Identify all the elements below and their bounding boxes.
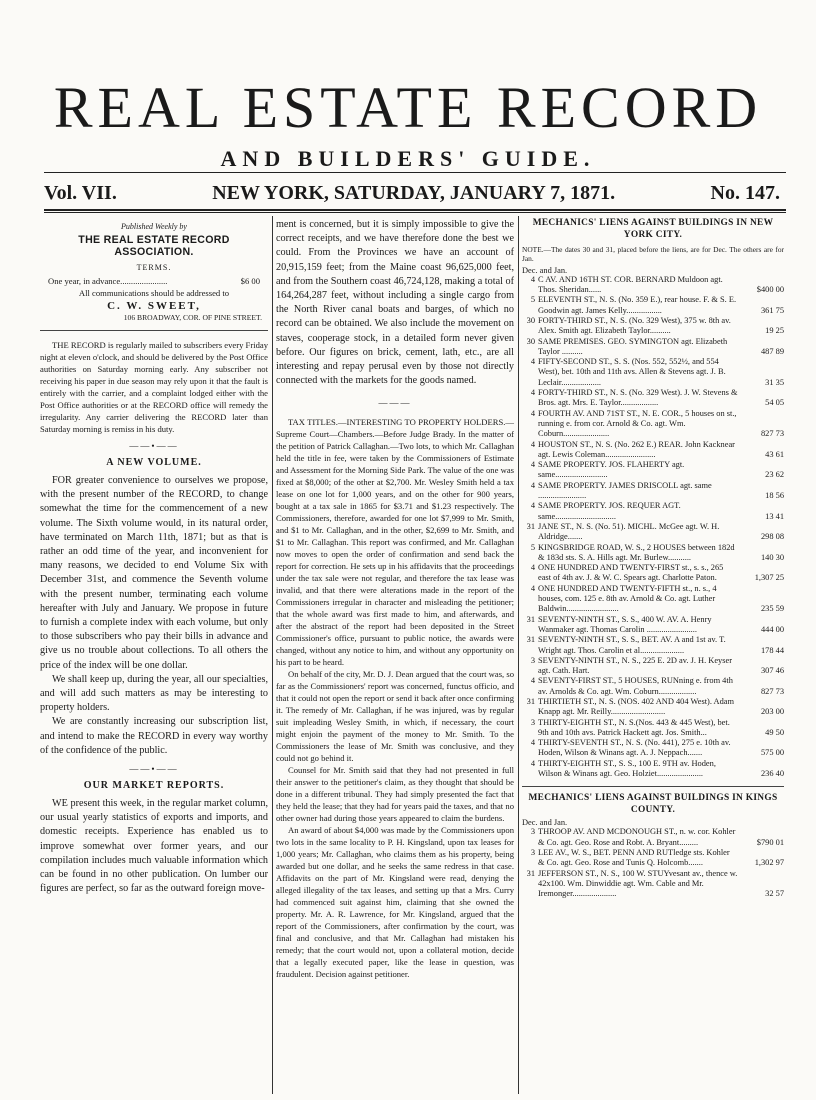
lien-amount: 827 73 bbox=[760, 686, 784, 696]
kings-liens-heading: MECHANICS' LIENS AGAINST BUILDINGS IN KINGS COUNTY. bbox=[528, 793, 778, 815]
lien-description: SAME PROPERTY. JAMES DRISCOLL agt. same ....................... bbox=[538, 480, 712, 501]
column-middle bbox=[276, 218, 514, 980]
lien-amount: 23 62 bbox=[765, 470, 784, 480]
lien-description: THIRTIETH ST., N. S. (NOS. 402 AND 404 West). Adam Knapp agt. Mr. Reilly.......................... bbox=[538, 696, 735, 717]
dateline bbox=[44, 182, 780, 205]
subscription-price bbox=[40, 276, 268, 286]
lien-amount: 18 56 bbox=[765, 491, 784, 501]
lien-entry bbox=[522, 635, 784, 656]
divider bbox=[522, 786, 784, 787]
lien-amount: 487 89 bbox=[760, 346, 784, 356]
lien-amount: 178 44 bbox=[760, 645, 784, 655]
lien-date: 3 bbox=[530, 827, 535, 837]
lien-date: 4 bbox=[530, 583, 535, 593]
kings-liens-list bbox=[522, 827, 784, 899]
lien-date: 30 bbox=[526, 336, 535, 346]
divider bbox=[40, 330, 268, 331]
ornament-divider: ——•—— bbox=[129, 764, 179, 775]
lien-date: 4 bbox=[530, 439, 535, 449]
lien-description: SEVENTY-NINTH ST., S. S., 400 W. AV. A. Henry Wanmaker agt. Thomas Carolin ........................ bbox=[538, 614, 712, 634]
lien-amount: 236 40 bbox=[760, 769, 784, 779]
lien-amount: 140 30 bbox=[760, 552, 784, 562]
lien-date: 31 bbox=[526, 868, 535, 878]
lien-description: THROOP AV. AND MCDONOUGH ST., n. w. cor. Kohler & Co. agt. Geo. Rose and Robt. A. Bryant......... bbox=[538, 827, 736, 847]
ornament-divider: ——— bbox=[378, 398, 412, 409]
lien-description: SEVENTY-NINTH ST., N. S., 225 E. 2D av. J. H. Keyser agt. Cath. Hart. bbox=[538, 655, 732, 676]
lien-date: 4 bbox=[530, 738, 535, 748]
lien-entry bbox=[522, 481, 784, 502]
lien-description: FORTY-THIRD ST., N. S. (No. 329 West). J. W. Stevens & Bros. agt. Mrs. E. Taylor.................. bbox=[538, 388, 738, 408]
lien-entry bbox=[522, 563, 784, 584]
lien-amount: 54 05 bbox=[765, 398, 784, 408]
terms-label: TERMS. bbox=[136, 263, 172, 272]
new-volume-heading: A NEW VOLUME. bbox=[106, 457, 202, 468]
ornament-divider: ——•—— bbox=[129, 441, 179, 451]
ny-liens-heading: MECHANICS' LIENS AGAINST BUILDINGS IN NEW YORK CITY. bbox=[532, 218, 774, 240]
lien-entry bbox=[522, 357, 784, 388]
tax-titles-paragraph: TAX TITLES.—INTERESTING TO PROPERTY HOLDERS.—Supreme Court—Chambers.—Before Judge Brady. In the matter of the petition of Patrick Callaghan.—Two lots, to which Mr. Callaghan held the title in fee, were taken by the Commissioners of Estimate and Assessment for the Morning Side Park. The value of the one was fixed at $8,000; of the other at $2,700. Mr. Wesley Smith held a tax lease on one lot for 1,000 years, and on the other for 900 years, bought at a tax sale in 1865 for $3.71 and $1.23 respectively. The Commissioners, therefore, awarded for one lot $7,999 to Mr. Smith, and $1 to Mr. Callaghan, and in the other, $2,699 to Mr. Smith, and $1 to Mr. Callaghan. This report was confirmed, and Mr. Callaghan now moves to open the order of confirmation and send back the report for correction. He sets up in his affidavits that the proceedings under the tax sale were not regular, and therefore the tax lease was invalid, and that there were alterations made in the report of the Commissioners irregular in character and misleading the petitioner; that the whole award was first made to him, and afterwards, and after the abstract of the report had been deposited in the Street Commissioner's office, pursuant to public notice, the awards were changed, without any notice to him, and without any opportunity on his part to be heard. bbox=[276, 417, 514, 668]
lien-date: 4 bbox=[530, 388, 535, 398]
lien-entry bbox=[522, 697, 784, 718]
lien-amount: 235 59 bbox=[760, 604, 784, 614]
volume-label: Vol. VII. bbox=[44, 182, 117, 204]
lien-amount: 13 41 bbox=[765, 511, 784, 521]
lien-entry bbox=[522, 316, 784, 337]
lien-description: SAME PREMISES. GEO. SYMINGTON agt. Elizabeth Taylor .......... bbox=[538, 336, 728, 356]
column-left bbox=[40, 218, 268, 896]
lien-entry bbox=[522, 615, 784, 636]
new-volume-paragraph: We shall keep up, during the year, all our specialties, and will add such matters as may be interesting to property holders. bbox=[40, 673, 268, 714]
lien-description: SAME PROPERTY. JOS. FLAHERTY agt. same......................... bbox=[538, 460, 685, 480]
lien-amount: $400 00 bbox=[756, 285, 784, 295]
lien-date: 31 bbox=[526, 521, 535, 531]
publisher-name: C. W. SWEET, bbox=[107, 300, 201, 312]
lien-amount: 1,307 25 bbox=[754, 573, 784, 583]
lien-description: THIRTY-SEVENTH ST., N. S. (No. 441), 275 e. 10th av. Hoden, Wilson & Winans agt. A. J. Neppach....... bbox=[538, 738, 731, 758]
column-divider bbox=[272, 216, 273, 1094]
lien-amount: 827 73 bbox=[760, 429, 784, 439]
lien-description: ELEVENTH ST., N. S. (No. 359 E.), rear house. F. & S. E. Goodwin agt. James Kelly................. bbox=[538, 295, 737, 315]
lien-amount: 43 61 bbox=[765, 449, 784, 459]
publisher-address: 106 BROADWAY, COR. OF PINE STREET. bbox=[123, 313, 262, 322]
lien-date: 5 bbox=[530, 295, 535, 305]
lien-description: SEVENTY-FIRST ST., 5 HOUSES, RUNning e. from 4th av. Arnolds & Co. agt. Wm. Coburn.................. bbox=[538, 676, 733, 696]
lien-date: 4 bbox=[530, 274, 535, 284]
tax-titles-paragraph: An award of about $4,000 was made by the Commissioners upon two lots in the same locality to P. H. Kingsland, upon tax leases for 1,000 years; Mr. Callaghan, who claims them as his property, being awarded but one dollar, and he seeks the same redress in that case. Affidavits on the part of Mr. Kingsland were read, denying the alleged illegality of the tax leases, and setting up that a Mrs. Curry had commenced suit against him, claiming that she owned the property. Mr. A. R. Lawrence, for Mr. Kingsland, argued that the report of the Commissioners, after confirmation by the court, was final and conclusive, and that Mr. Callaghan had mistaken his remedy; that the court would not, upon a collateral motion, decide that a legally executed paper, like the lease in question, was fraudulent. Decision against petitioner. bbox=[276, 825, 514, 980]
lien-description: KINGSBRIDGE ROAD, W. S., 2 HOUSES between 182d & 183d sts. S. A. Hills agt. Mr. Burlew........... bbox=[538, 542, 735, 562]
place-date: NEW YORK, SATURDAY, JANUARY 7, 1871. bbox=[212, 182, 616, 204]
masthead bbox=[0, 75, 816, 172]
lien-date: 4 bbox=[530, 408, 535, 418]
lien-date: 3 bbox=[530, 717, 535, 727]
lien-entry bbox=[522, 388, 784, 409]
delivery-notice: THE RECORD is regularly mailed to subscribers every Friday night at eleven o'clock, and should be delivered by the Post Office authorities on Saturday morning early. Any subscriber not receiving his paper in due season may rely upon it that the fault is entirely with the carrier, and a complaint lodged either with the Post Office authorities or at the RECORD office will remedy the irregularity. Any carrier delivering the RECORD later than Saturday morning is remiss in his duty. bbox=[40, 340, 268, 434]
dateline-rule bbox=[44, 209, 786, 211]
masthead-rule bbox=[44, 172, 786, 173]
lien-date: 4 bbox=[530, 357, 535, 367]
lien-amount: 19 25 bbox=[765, 326, 784, 336]
date-header: Dec. and Jan. bbox=[522, 265, 568, 275]
lien-description: SAME PROPERTY. JOS. REQUER AGT. same............................. bbox=[538, 501, 681, 521]
lien-description: JEFFERSON ST., N. S., 100 W. STUYvesant av., thence w. 42x100. Wm. Dinwiddie agt. Wm. Cable and Mr. Iremonger..................... bbox=[538, 868, 738, 899]
new-volume-paragraph: FOR greater convenience to ourselves we propose, with the present number of the RECORD, to change somewhat the time for the commencement of a new volume. The Sixth volume would, in its natural order, have terminated on March 11th, 1871; but as that is rather an odd time of the year, and inconvenient for many reasons, we decided to end Volume Six with December 31st, and commence the Seventh volume with the present number, terminating each volume hereafter with July and January. We propose in future to furnish a complete index with each volume, but only to those subscribers who pay their bills in advance and give us no trouble about collections. To all others the price of the index will be one dollar. bbox=[40, 475, 268, 671]
lien-entry bbox=[522, 275, 784, 296]
lien-description: JANE ST., N. S. (No. 51). MICHL. McGee agt. W. H. Aldridge....... bbox=[538, 521, 720, 542]
lien-amount: 361 75 bbox=[760, 305, 784, 315]
lien-entry bbox=[522, 718, 784, 739]
lien-entry bbox=[522, 738, 784, 759]
lien-amount: $790 01 bbox=[756, 837, 784, 847]
lien-entry bbox=[522, 584, 784, 615]
newspaper-subtitle: AND BUILDERS' GUIDE. bbox=[220, 146, 596, 171]
ny-liens-note: NOTE.—The dates 30 and 31, placed before the liens, are for Dec. The others are for Jan. bbox=[522, 245, 784, 264]
lien-date: 31 bbox=[526, 614, 535, 624]
lien-date: 4 bbox=[530, 501, 535, 511]
lien-entry bbox=[522, 501, 784, 522]
price-value: $6 00 bbox=[240, 276, 260, 286]
lien-description: LEE AV., W. S., BET. PENN AND RUTledge sts. Kohler & Co. agt. Geo. Rose and Tunis Q. Holcomb....... bbox=[538, 847, 730, 868]
tax-titles-paragraph: Counsel for Mr. Smith said that they had not presented in full their answer to the petitioner's claim, as they thought that should be done in a different tribunal. They had simply presented the fact that they held the lease; that they had for years paid the taxes, and that no other owner had during those years appeared to claim the burdens. bbox=[276, 765, 514, 824]
lien-date: 31 bbox=[526, 635, 535, 645]
column-divider bbox=[518, 216, 519, 1094]
lien-description: FOURTH AV. AND 71ST ST., N. E. COR., 5 houses on st., running e. from cor. Arnold & Co. agt. Wm. Coburn...................... bbox=[538, 408, 737, 439]
lien-entry bbox=[522, 440, 784, 461]
lien-entry bbox=[522, 676, 784, 697]
lien-description: SEVENTY-NINTH ST., S. S., BET. AV. A and 1st av. T. Wright agt. Thos. Carolin et al..................... bbox=[538, 635, 726, 655]
lien-description: FORTY-THIRD ST., N. S. (No. 329 West), 375 w. 8th av. Alex. Smith agt. Elizabeth Taylor.......... bbox=[538, 316, 731, 336]
lien-description: THIRTY-EIGHTH ST., S. S., 100 E. 9TH av. Hoden, Wilson & Winans agt. Geo. Holziet...................... bbox=[538, 758, 716, 779]
tax-titles-paragraph: On behalf of the city, Mr. D. J. Dean argued that the court was, so far as the Commissioners' report was concerned, functus officio, and that it could not open the report or send it back after once confirming it. The remedy of Mr. Callaghan, if he was injured, was by regular suit impleading Wesley Smith, in which, if necessary, the court might enjoin the payment of the money to Mr. Smith. To the Commissioners the lease of Mr. Smith was conclusive, and they could not go behind it. bbox=[276, 669, 514, 764]
date-header: Dec. and Jan. bbox=[522, 818, 568, 828]
market-reports-paragraph: WE present this week, in the regular market column, our usual yearly statistics of exports and imports, and domestic receipts. Experience has enabled us to improve somewhat over former years, and our compilation includes much valuable information which can be found in no other publication. On lumber our figures are perfect, so far as the outward foreign move- bbox=[40, 798, 268, 895]
lien-description: ONE HUNDRED AND TWENTY-FIFTH st., n. s., 4 houses, com. 125 e. 8th av. Arnold & Co. agt. Luther Baldwin......................... bbox=[538, 583, 717, 614]
lien-amount: 1,302 97 bbox=[754, 858, 784, 868]
lien-date: 4 bbox=[530, 676, 535, 686]
lien-date: 30 bbox=[526, 316, 535, 325]
lien-description: HOUSTON ST., N. S. (No. 262 E.) REAR. John Kacknear agt. Lewis Coleman........................ bbox=[538, 439, 735, 459]
newspaper-title: REAL ESTATE RECORD bbox=[53, 75, 763, 140]
lien-entry bbox=[522, 522, 784, 543]
lien-date: 3 bbox=[530, 847, 535, 857]
lien-date: 4 bbox=[530, 758, 535, 768]
lien-amount: 203 00 bbox=[760, 707, 784, 717]
lien-description: FIFTY-SECOND ST., S. S. (Nos. 552, 552½, and 554 West), bet. 10th and 11th avs. Allen & Stevens agt. J. B. Leclair................... bbox=[538, 357, 726, 387]
lien-amount: 575 00 bbox=[760, 748, 784, 758]
lien-amount: 444 00 bbox=[760, 624, 784, 634]
published-by: Published Weekly by bbox=[121, 222, 187, 231]
lien-amount: 307 46 bbox=[760, 666, 784, 676]
lien-date: 4 bbox=[530, 563, 535, 573]
lien-entry bbox=[522, 848, 784, 869]
lien-description: ONE HUNDRED AND TWENTY-FIRST st., s. s., 265 east of 4th av. J. & W. C. Spears agt. Charlotte Paton. bbox=[538, 563, 724, 583]
lien-description: C AV. AND 16TH ST. COR. BERNARD Muldoon agt. Thos. Sheridan...... bbox=[538, 274, 723, 295]
lien-date: 4 bbox=[530, 480, 535, 490]
dateline-rule-thin bbox=[44, 212, 786, 213]
address-note: All communications should be addressed to bbox=[78, 288, 230, 298]
market-reports-continued: ment is concerned, but it is simply impossible to give the correct receipts, and we have therefore done the best we could. From the Provinces we have an account of 20,915,159 feet; from the Maine coast 96,625,000 feet, and from the Southern coast 46,724,128, making a total of 164,264,287 feet, without including a single cargo from the North River canal boats and barges, of which no record can be obtained. We also include the movement on staves, cooperage stock, in a detailed form never given before. Our figures on brick, cement, lath, etc., are all interesting and repay perusal even by those not directly connected with the markets for the goods named. bbox=[276, 219, 514, 387]
lien-entry bbox=[522, 460, 784, 481]
lien-entry bbox=[522, 869, 784, 900]
column-right bbox=[522, 218, 784, 899]
lien-entry bbox=[522, 543, 784, 564]
lien-entry bbox=[522, 827, 784, 848]
new-volume-paragraph: We are constantly increasing our subscription list, and intend to make the RECORD in every way worthy of the confidence of the public. bbox=[40, 716, 268, 756]
lien-date: 31 bbox=[526, 696, 535, 706]
issue-number: No. 147. bbox=[710, 182, 780, 204]
lien-entry bbox=[522, 656, 784, 677]
lien-description: THIRTY-EIGHTH ST., N. S.(Nos. 443 & 445 West), bet. 9th and 10th avs. Patrick Hackett agt. Jos. Smith... bbox=[538, 717, 730, 737]
lien-date: 3 bbox=[530, 655, 535, 665]
market-reports-heading: OUR MARKET REPORTS. bbox=[83, 780, 225, 792]
ny-liens-list bbox=[522, 275, 784, 780]
lien-entry bbox=[522, 337, 784, 358]
price-text: One year, in advance...................... bbox=[48, 276, 168, 286]
lien-entry bbox=[522, 759, 784, 780]
lien-entry bbox=[522, 409, 784, 440]
lien-date: 5 bbox=[530, 542, 535, 552]
lien-amount: 298 08 bbox=[760, 532, 784, 542]
lien-amount: 31 35 bbox=[765, 377, 784, 387]
association-name: THE REAL ESTATE RECORD ASSOCIATION. bbox=[78, 234, 230, 258]
lien-entry bbox=[522, 295, 784, 316]
lien-date: 4 bbox=[530, 460, 535, 470]
lien-amount: 49 50 bbox=[765, 727, 784, 737]
lien-amount: 32 57 bbox=[765, 889, 784, 899]
